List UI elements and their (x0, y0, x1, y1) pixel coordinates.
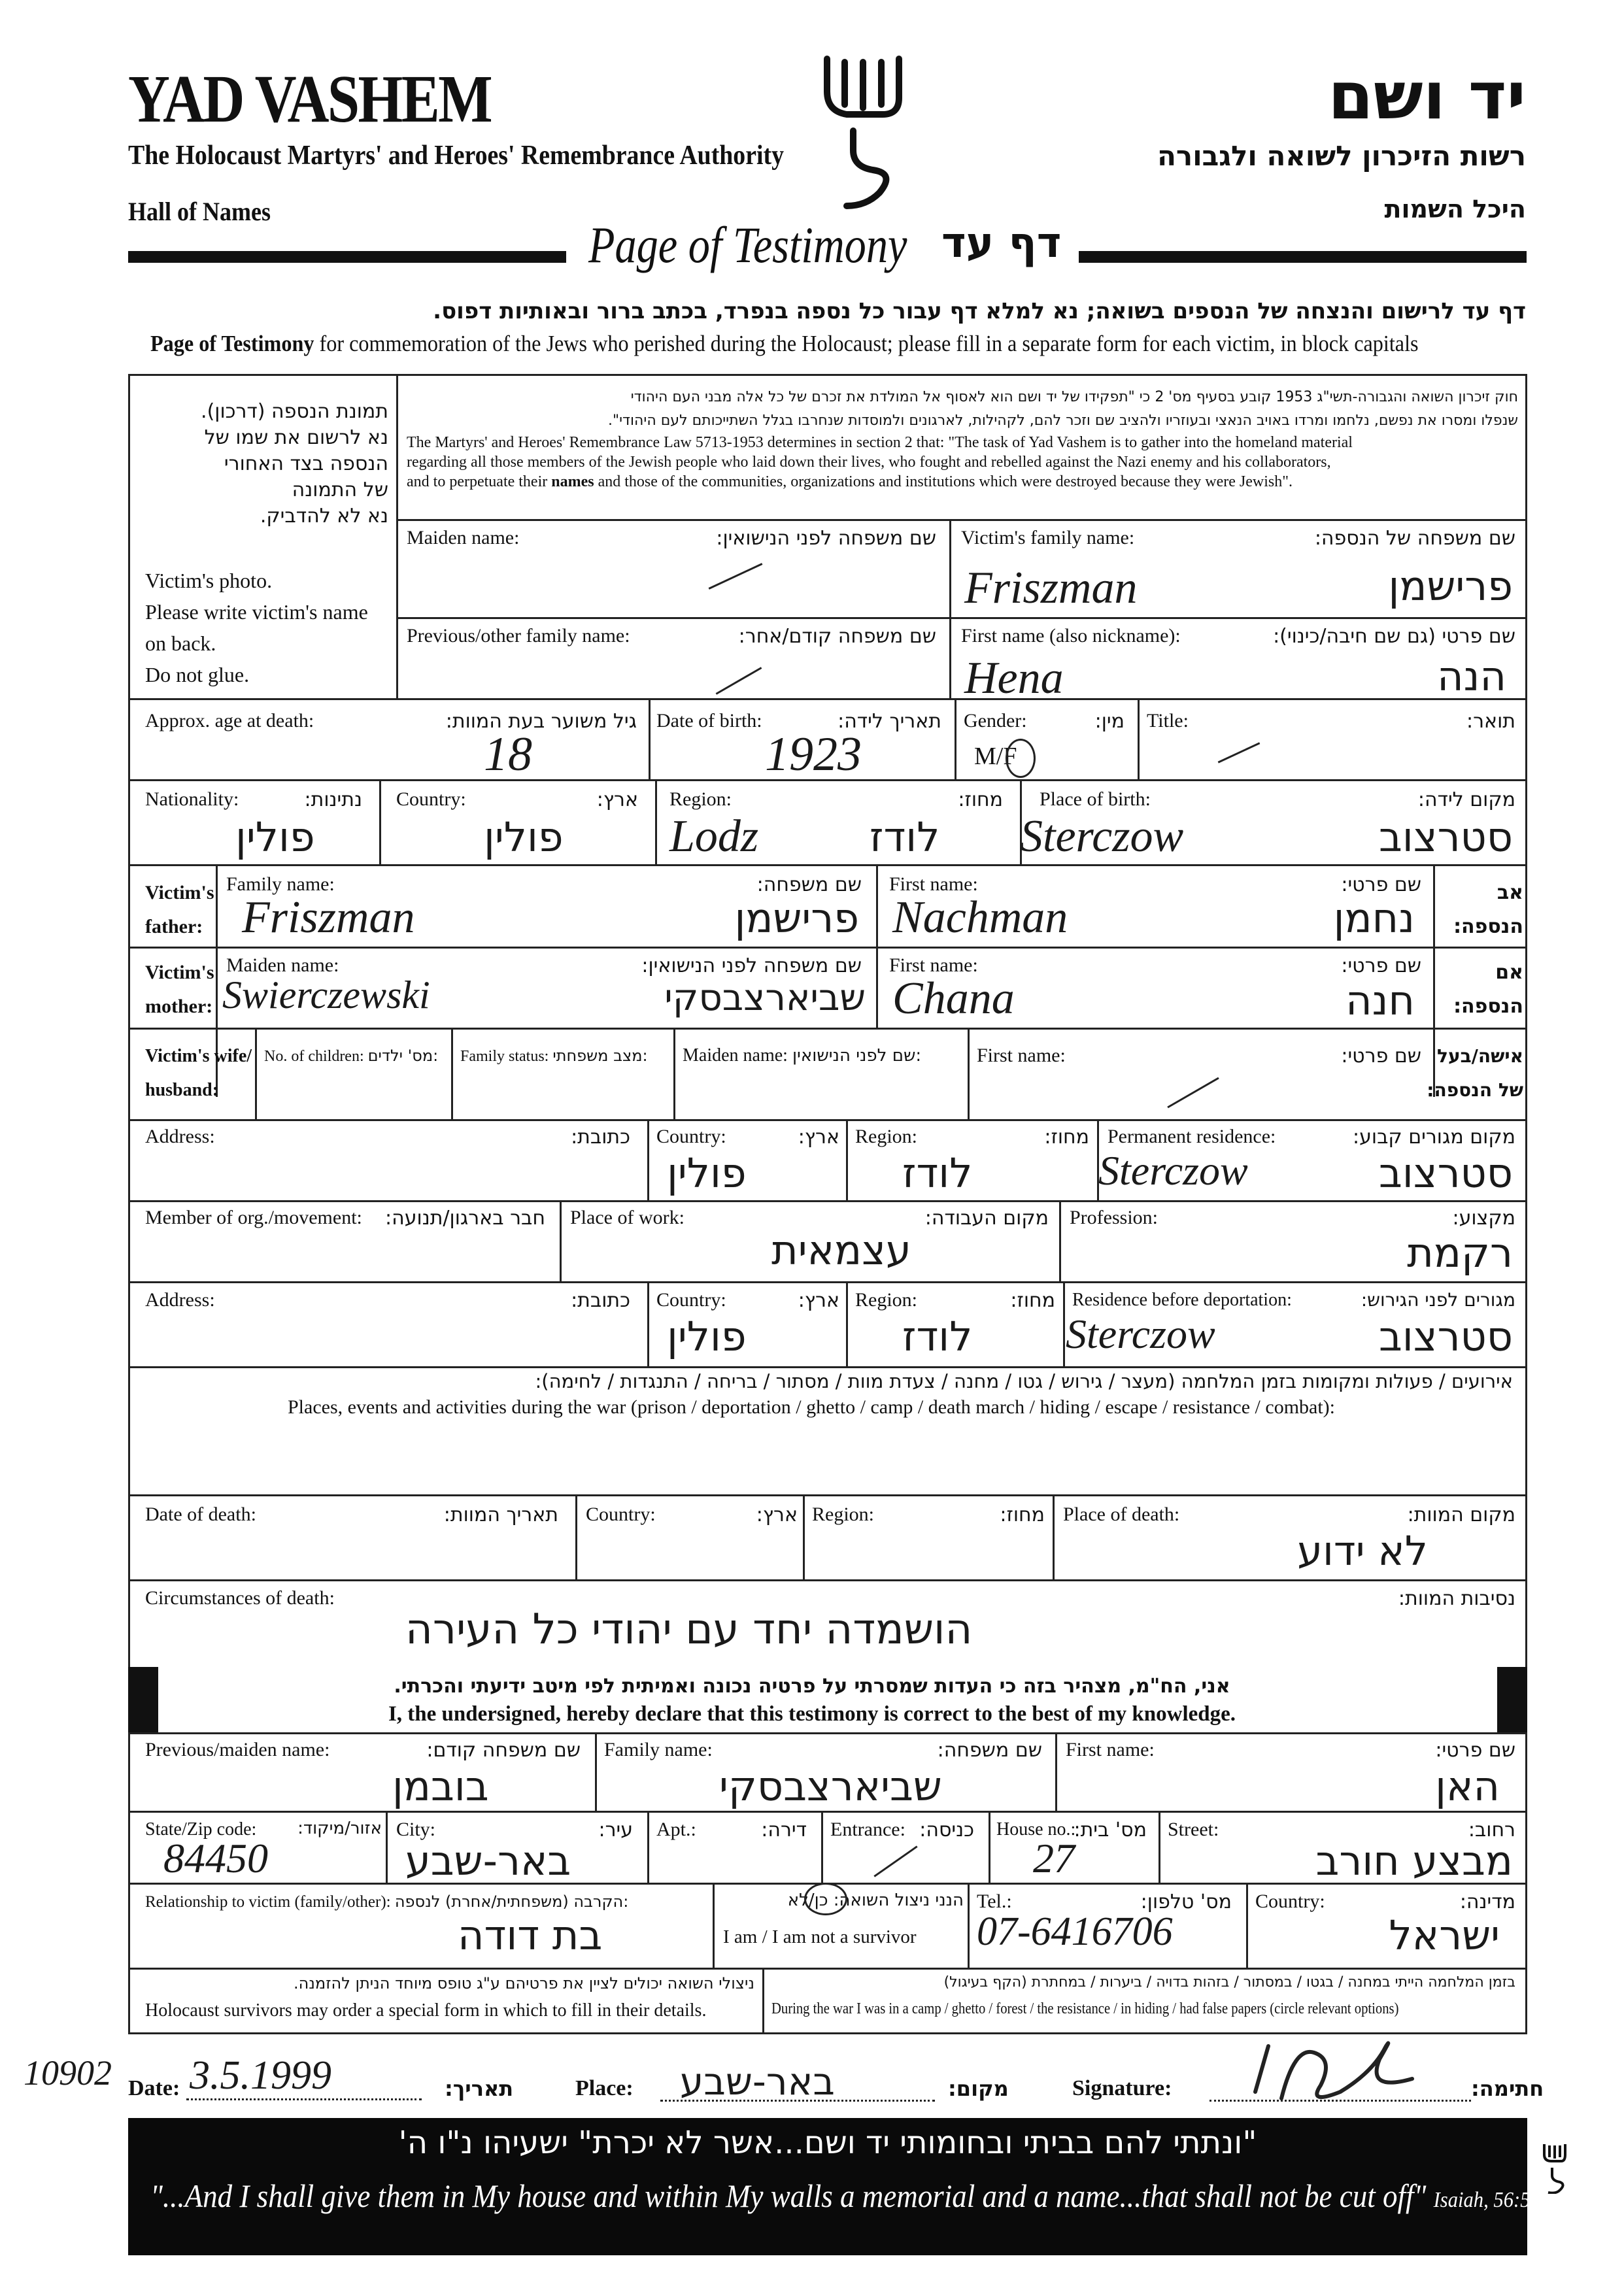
sub-first-label-en: First name: (1066, 1739, 1155, 1760)
address-label-en: Address: (145, 1126, 215, 1147)
deport-res-label-en: Residence before deportation: (1072, 1290, 1292, 1310)
mother-row-bottom (128, 1028, 1527, 1030)
sub-first-label-he: שם פרטי: (1435, 1739, 1515, 1762)
mother-maiden-latin[interactable]: Swierczewski (222, 973, 430, 1017)
signature-label-he: חתימה: (1471, 2076, 1544, 2101)
sub-family-first-divider (1055, 1732, 1057, 1811)
intro-he: דף עד לרישום והנצחה של הנספים בשואה; נא למלא דף עבור כל נספה בנפרד, בכתב ברור ובאותיות דפוס. (433, 298, 1526, 324)
zip-value[interactable]: 84450 (163, 1835, 268, 1881)
yad-vashem-logo (817, 52, 909, 209)
first-name-label-he: שם פרטי (גם שם חיבה/כינוי): (1273, 625, 1515, 648)
places-row-bottom (128, 1494, 1527, 1496)
photo-he-2: נא לרשום את שמו של (204, 426, 388, 449)
stamp-number: 10902 (24, 2053, 112, 2093)
mother-first-label-en: First name: (889, 954, 978, 976)
maiden-name-label-en: Maiden name: (407, 527, 520, 548)
city-apt-divider (647, 1811, 649, 1883)
places-label-he: אירועים / פעולות ומקומות בזמן המלחמה (מעצר / גירוש / גטו / מחנה / צעדת מוות / מסתור / בריחה / התנגדות / לחימה): (535, 1370, 1513, 1392)
dob-gender-divider (955, 698, 956, 779)
status-maiden-divider (673, 1028, 675, 1119)
city-label-he: עיר: (598, 1819, 633, 1841)
pob-label-en: Place of birth: (1040, 788, 1151, 810)
surv-label-en: I am / I am not a survivor (723, 1926, 917, 1947)
prev-name-label-en: Previous/other family name: (407, 625, 630, 647)
father-family-latin[interactable]: Friszman (242, 892, 415, 943)
relationship-row-bottom (128, 1968, 1527, 1970)
region-latin[interactable]: Lodz (669, 811, 759, 862)
declaration-he: אני, הח"מ, מצהיר בזה כי העדות שמסרתי על פרטיה נכונה ואמיתית לפי מיטב ידיעתי והכרתי. (394, 1675, 1230, 1698)
spouse-label-en (145, 1039, 252, 1107)
law-en-1: The Martyrs' and Heroes' Remembrance Law 5713-1953 determines in section 2 that: "The task of Yad Vashem is to gather into the homeland material (407, 434, 1353, 451)
apt-entrance-divider (821, 1811, 823, 1883)
dod-country-label-he: ארץ: (756, 1504, 798, 1526)
father-first-he[interactable]: נחמן (1333, 894, 1415, 942)
law-en-3 (407, 472, 1518, 492)
tel-country-divider (1246, 1883, 1248, 1968)
date-value[interactable]: 3.5.1999 (190, 2053, 331, 2098)
deport-region-label-en: Region: (855, 1289, 917, 1311)
first-name-label-en: First name (also nickname): (961, 625, 1181, 647)
father-first-label-he: שם פרטי: (1341, 873, 1421, 896)
org-name-he: יד ושם (1328, 58, 1526, 134)
gender-title-divider (1138, 698, 1140, 779)
house-label-en: House no.: (996, 1819, 1076, 1840)
pob-latin[interactable]: Sterczow (1020, 811, 1184, 862)
footer-quote-ref: Isaiah, 56:5 (1433, 2188, 1531, 2212)
camp-en: During the war I was in a camp / ghetto / forest / the resistance / in hiding / had false papers (circle relevant options) (771, 2000, 1399, 2017)
mother-first-he[interactable]: חנה (1345, 977, 1415, 1024)
signature-label-en: Signature: (1072, 2076, 1172, 2100)
deport-region-label-he: מחוז: (1010, 1289, 1055, 1312)
dod-label-he: תאריך המוות: (443, 1504, 558, 1526)
spouse-first-label-en: First name: (977, 1045, 1066, 1066)
entrance-label-en: Entrance: (830, 1819, 905, 1840)
place-label-en: Place: (575, 2076, 634, 2100)
spouse-row-bottom (128, 1119, 1527, 1121)
zip-label-en: State/Zip code: (145, 1819, 257, 1840)
submitter-name-bottom (128, 1811, 1527, 1813)
gender-label-he: מין: (1094, 710, 1125, 733)
title-label-he: תואר: (1466, 710, 1515, 733)
spouse-first-label-he: שם פרטי: (1341, 1045, 1421, 1067)
surv-form-he: ניצולי השואה יכולים לציין את פרטיהם ע"ג טופס מיוחד הניתן להזמנה. (294, 1974, 754, 1992)
date-label-en: Date: (128, 2076, 180, 2100)
deport-country-value[interactable]: פולין (667, 1313, 747, 1360)
date-label-he: תאריך: (445, 2076, 514, 2101)
spouse-label-he-2: של הנספה: (1427, 1079, 1523, 1101)
father-family-label-he: שם משפחה: (756, 873, 862, 896)
address-region-label-he: מחוז: (1044, 1126, 1089, 1149)
father-label-he (1453, 876, 1523, 944)
member-work-divider (560, 1200, 562, 1281)
dod-region-label-en: Region: (812, 1504, 874, 1525)
age-label-en: Approx. age at death: (145, 710, 314, 731)
deport-country-label-he: ארץ: (798, 1289, 839, 1312)
photo-he-4: של התמונה (292, 479, 388, 501)
prof-label-he: מקצוע: (1452, 1207, 1515, 1230)
mother-first-label-he: שם פרטי: (1341, 954, 1421, 977)
country-label-he: ארץ: (596, 788, 638, 811)
rel-label-en: Relationship to victim (family/other): (145, 1893, 391, 1911)
first-name-he[interactable]: הנה (1437, 652, 1506, 700)
declaration-bottom (128, 1732, 1527, 1734)
father-label-en-2: father: (145, 916, 203, 937)
surv-label-he: הנני ניצול השואה: כן/לא (787, 1891, 964, 1910)
photo-he-3: הנספה בצד האחורי (224, 452, 388, 475)
rel-value[interactable]: בת דודה (458, 1911, 603, 1959)
law-en-3b: names (551, 473, 594, 490)
pod-label-he: מקום המוות: (1407, 1504, 1515, 1526)
signature-mark[interactable] (1242, 2033, 1438, 2105)
name-col-divider (949, 519, 951, 698)
house-street-divider (1159, 1811, 1160, 1883)
address-country-divider (647, 1119, 649, 1200)
sub-country-value[interactable]: ישראל (1389, 1911, 1500, 1959)
father-family-label-en: Family name: (226, 873, 335, 895)
children-label (264, 1045, 438, 1067)
photo-en-4: Do not glue. (145, 663, 250, 686)
age-label-he: גיל משוער בעת המוות: (445, 710, 637, 733)
work-row-bottom (128, 1281, 1527, 1283)
law-en-3c: and those of the communities, organizations and institutions which were destroyed because they were Jewish". (594, 473, 1293, 490)
law-bottom-rule (396, 519, 1527, 521)
sub-prev-value[interactable]: בובמן (392, 1762, 489, 1810)
nat-country-divider (379, 779, 381, 864)
photo-box-bottom (128, 698, 1527, 700)
law-he-1: חוק זיכרון השואה והגבורה-תשי"ג 1953 קובע בסעיף מס' 2 כי "תפקידו של יד ושם הוא לאסוף אל המולדת את זכרם של כל אלה מבני העם היהודי (630, 389, 1518, 405)
footer-quote-en (150, 2177, 1531, 2215)
country-region-divider (655, 779, 657, 864)
first-name-latin[interactable]: Hena (964, 653, 1064, 703)
tel-value[interactable]: 07-6416706 (977, 1909, 1173, 1954)
status-label-he: מצב משפחתי: (552, 1047, 648, 1065)
footer-quote-he: "ונתתי להם בביתי ובחומותי יד ושם...אשר לא יכרת" ישעיהו נ"ו ה' (398, 2125, 1257, 2161)
sub-family-label-en: Family name: (604, 1739, 713, 1760)
footer-logo-icon (1542, 2142, 1568, 2194)
dod-region-label-he: מחוז: (1000, 1504, 1045, 1526)
camp-he: בזמן המלחמה הייתי במחנה / בגטו / במסתור / בזהות בדויה / ביערות / במחתרת (הקף בעיגול) (943, 1974, 1515, 1991)
street-label-en: Street: (1168, 1819, 1219, 1840)
dob-value[interactable]: 1923 (765, 728, 862, 781)
prev-name-label-he: שם משפחה קודם/אחר: (738, 625, 936, 648)
zip-city-divider (386, 1811, 388, 1883)
age-value[interactable]: 18 (484, 728, 532, 781)
footer-quote-en-text: "...And I shall give them in My house and within My walls a memorial and a name...that shall not be cut off" (150, 2177, 1427, 2214)
father-row-bottom (128, 947, 1527, 949)
region-he[interactable]: לודז (870, 813, 940, 861)
intro-en-text: for commemoration of the Jews who perished during the Holocaust; please fill in a separate form for each victim, in block capitals (314, 331, 1419, 356)
country-label-en: Country: (396, 788, 466, 810)
circ-value[interactable]: הושמדה יחד עם יהודי כל העירה (405, 1605, 973, 1654)
family-name-he[interactable]: פרישמן (1388, 562, 1513, 610)
deport-address-label-he: כתובת: (571, 1289, 630, 1312)
pod-value[interactable]: לא ידוע (1297, 1527, 1428, 1575)
spouse-label-he-1: אישה/בעל (1437, 1045, 1523, 1067)
death-row-bottom (128, 1579, 1527, 1581)
rel-label (145, 1891, 628, 1913)
survivors-divider (762, 1968, 764, 2034)
deport-he[interactable]: סטרצוב (1379, 1313, 1513, 1360)
spouse-children-divider (255, 1028, 257, 1119)
maiden-name-label-he: שם משפחה לפני הנישואין: (716, 527, 936, 550)
hall-of-names-en: Hall of Names (128, 197, 271, 226)
org-subtitle-he: רשות הזיכרון לשואה ולגבורה (1157, 140, 1526, 172)
region-label-en: Region: (669, 788, 732, 810)
places-label-en: Places, events and activities during the war (prison / deportation / ghetto / camp / death march / hiding / escape / resistance / combat): (288, 1396, 1336, 1418)
law-text (407, 386, 1518, 492)
deport-res-divider (1063, 1281, 1065, 1366)
surv-circle (804, 1883, 847, 1915)
spouse-maiden-label-en: Maiden name: (683, 1045, 788, 1066)
father-label-he-2: הנספה: (1453, 915, 1523, 938)
children-label-en: No. of children: (264, 1048, 364, 1065)
photo-instructions-he (146, 399, 388, 529)
mother-label-en-2: mother: (145, 996, 213, 1017)
deport-region-divider (846, 1281, 848, 1366)
house-value[interactable]: 27 (1033, 1835, 1075, 1881)
family-name-label-he: שם משפחה של הנספה: (1314, 527, 1515, 550)
circ-label-he: נסיבות המוות: (1398, 1587, 1515, 1610)
dod-place-divider (1053, 1494, 1055, 1579)
photo-he-1: תמונת הנספה (דרכון). (201, 400, 388, 423)
dod-label-en: Date of death: (145, 1504, 256, 1525)
gender-options[interactable]: M/F (974, 743, 1017, 770)
nationality-value[interactable]: פולין (235, 813, 315, 861)
entrance-house-divider (989, 1811, 990, 1883)
deport-region-value[interactable]: לודז (902, 1313, 973, 1360)
spouse-maiden-label (683, 1045, 921, 1067)
org-subtitle-en: The Holocaust Martyrs' and Heroes' Remembrance Authority (128, 141, 784, 171)
spouse-label-he (1427, 1039, 1523, 1107)
perm-latin[interactable]: Sterczow (1098, 1147, 1248, 1194)
photo-en-3: on back. (145, 631, 216, 655)
sub-first-value[interactable]: האן (1435, 1762, 1500, 1810)
perm-label-en: Permanent residence: (1108, 1126, 1276, 1147)
intro-en (150, 331, 1419, 357)
place-value[interactable]: באר-שבע (680, 2059, 835, 2104)
rel-label-he: הקרבה (משפחתית/אחרת) לנספה: (394, 1892, 629, 1911)
apt-label-he: דירה: (761, 1819, 807, 1841)
address-region-value[interactable]: לודז (902, 1149, 973, 1197)
mother-label-he-2: הנספה: (1453, 995, 1523, 1018)
nationality-label-he: נתינות: (304, 788, 362, 811)
date-underline (186, 2098, 422, 2100)
address-label-he: כתובת: (571, 1126, 630, 1149)
photo-en-2: Please write victim's name (145, 600, 368, 624)
sub-country-label-en: Country: (1255, 1891, 1325, 1912)
city-label-en: City: (396, 1819, 436, 1840)
address-country-label-en: Country: (656, 1126, 726, 1147)
nationality-row-bottom (128, 864, 1527, 866)
maiden-first-divider (968, 1028, 970, 1119)
father-first-label-en: First name: (889, 873, 978, 895)
status-label (460, 1045, 648, 1067)
address-country-value[interactable]: פולין (667, 1149, 747, 1197)
sub-country-label-he: מדינה: (1459, 1891, 1515, 1913)
org-name-en: YAD VASHEM (128, 61, 492, 137)
sub-prev-label-he: שם משפחה קודם: (426, 1739, 581, 1762)
sub-family-value[interactable]: שביארצבסקי (719, 1762, 942, 1810)
dob-label-he: תאריך לידה: (837, 710, 941, 733)
deport-country-divider (647, 1281, 649, 1366)
rel-surv-divider (713, 1883, 715, 1968)
work-prof-divider (1059, 1200, 1061, 1281)
children-status-divider (451, 1028, 453, 1119)
address-region-label-en: Region: (855, 1126, 917, 1147)
sub-prev-label-en: Previous/maiden name: (145, 1739, 330, 1760)
gender-circle (1006, 739, 1036, 778)
deport-row-bottom (128, 1366, 1527, 1368)
dod-region-divider (803, 1494, 805, 1579)
age-dob-divider (649, 698, 651, 779)
pob-he[interactable]: סטרצוב (1379, 813, 1513, 861)
law-en-2: regarding all those members of the Jewish people who laid down their lives, who fought and rebelled against the Nazi enemy and his collaborators, (407, 454, 1331, 471)
pob-label-he: מקום לידה: (1417, 788, 1515, 811)
address-row-bottom (128, 1200, 1527, 1202)
hall-of-names-he: היכל השמות (1384, 195, 1526, 224)
father-mid-divider (876, 864, 878, 1028)
mother-label-he-1: אם (1495, 961, 1523, 984)
sub-family-label-he: שם משפחה: (937, 1739, 1042, 1762)
declaration-en: I, the undersigned, hereby declare that this testimony is correct to the best of my knowledge. (388, 1702, 1236, 1726)
surv-form-en: Holocaust survivors may order a special form in which to fill in their details. (145, 2000, 707, 2021)
tel-label-he: מס' טלפון: (1140, 1891, 1232, 1913)
title-label-en: Title: (1147, 710, 1189, 731)
title-rule-left (128, 251, 566, 263)
perm-label-he: מקום מגורים קבוע: (1353, 1126, 1515, 1149)
deport-address-label-en: Address: (145, 1289, 215, 1311)
sub-prev-family-divider (595, 1732, 597, 1811)
spouse-label-en-2: husband: (145, 1080, 219, 1100)
pod-label-en: Place of death: (1063, 1504, 1180, 1525)
deport-res-label-he: מגורים לפני הגירוש: (1361, 1289, 1515, 1311)
father-first-latin[interactable]: Nachman (892, 892, 1068, 943)
family-name-latin[interactable]: Friszman (964, 563, 1138, 613)
photo-he-5: נא לא להדביק. (260, 505, 388, 528)
region-label-he: מחוז: (958, 788, 1003, 811)
intro-en-bold: Page of Testimony (150, 331, 314, 356)
apt-label-en: Apt.: (656, 1819, 696, 1840)
street-value[interactable]: מבצע חורב (1315, 1837, 1513, 1885)
mother-label-en (145, 956, 214, 1024)
law-en-3a: and to perpetuate their (407, 473, 552, 490)
signature-underline (1210, 2100, 1471, 2102)
profession-value[interactable]: רקמת (1407, 1229, 1513, 1277)
mother-maiden-label-en: Maiden name: (226, 954, 339, 976)
father-label-en-1: Victim's (145, 882, 214, 903)
prof-label-en: Profession: (1070, 1207, 1158, 1228)
mother-maiden-label-he: שם משפחה לפני הנישואין: (641, 954, 862, 977)
page-title-en: Page of Testimony (588, 216, 907, 273)
title-rule-right (1079, 251, 1527, 263)
member-label-he: חבר בארגון/תנועה: (385, 1207, 545, 1230)
city-value[interactable]: באר-שבע (405, 1837, 571, 1885)
member-label-en: Member of org./movement: (145, 1207, 362, 1228)
surv-tel-divider (968, 1883, 970, 1968)
street-label-he: רחוב: (1468, 1819, 1515, 1841)
mother-label-en-1: Victim's (145, 962, 214, 983)
work-label-en: Place of work: (570, 1207, 685, 1228)
perm-he[interactable]: סטרצוב (1379, 1149, 1513, 1197)
photo-en-1: Victim's photo. (145, 569, 273, 592)
address-region-divider (846, 1119, 848, 1200)
dob-label-en: Date of birth: (656, 710, 762, 731)
status-label-en: Family status: (460, 1048, 549, 1065)
name-mid-rule (396, 617, 1527, 619)
spouse-maiden-label-he: שם לפני הנישואין: (792, 1046, 922, 1066)
dod-country-divider (575, 1494, 577, 1579)
page-title-he: דף עד (941, 219, 1062, 267)
work-value[interactable]: עצמאית (771, 1226, 911, 1274)
dod-country-label-en: Country: (586, 1504, 656, 1525)
zip-label-he: אזור/מיקוד: (297, 1819, 382, 1838)
place-label-he: מקום: (948, 2076, 1009, 2101)
photo-instructions-en (145, 565, 368, 690)
house-label-he: מס' בית: (1074, 1819, 1147, 1841)
family-name-label-en: Victim's family name: (961, 527, 1135, 548)
place-underline (660, 2100, 935, 2102)
entrance-label-he: כניסה: (919, 1819, 974, 1841)
father-label-en (145, 876, 214, 944)
address-country-label-he: ארץ: (798, 1126, 839, 1149)
country-value[interactable]: פולין (484, 813, 564, 861)
circ-label-en: Circumstances of death: (145, 1587, 335, 1609)
nationality-label-en: Nationality: (145, 788, 239, 810)
father-label-he-1: אב (1497, 881, 1523, 904)
mother-label-he (1453, 956, 1523, 1024)
mother-maiden-he[interactable]: שביארצבסקי (664, 977, 866, 1019)
children-label-he: מס' ילדים: (367, 1047, 439, 1065)
deport-latin[interactable]: Sterczow (1066, 1311, 1215, 1357)
deport-country-label-en: Country: (656, 1289, 726, 1311)
photo-box-border (396, 374, 398, 698)
work-label-he: מקום העבודה: (924, 1207, 1049, 1230)
spouse-label-en-1: Victim's wife/ (145, 1046, 252, 1066)
gender-label-en: Gender: (964, 710, 1027, 731)
tel-label-en: Tel.: (977, 1891, 1012, 1912)
law-he-2: שנפלו ומסרו את נפשם, נלחמו ומרדו באויב הנאצי ובעוזריו ולהציב שם וזכר להם, לקהילות, לארגונים ולמוסדות שנחרבו בגלל השתייכותם לעם היהודי". (608, 412, 1518, 429)
father-family-he[interactable]: פרישמן (734, 894, 859, 942)
mother-first-latin[interactable]: Chana (892, 973, 1015, 1024)
